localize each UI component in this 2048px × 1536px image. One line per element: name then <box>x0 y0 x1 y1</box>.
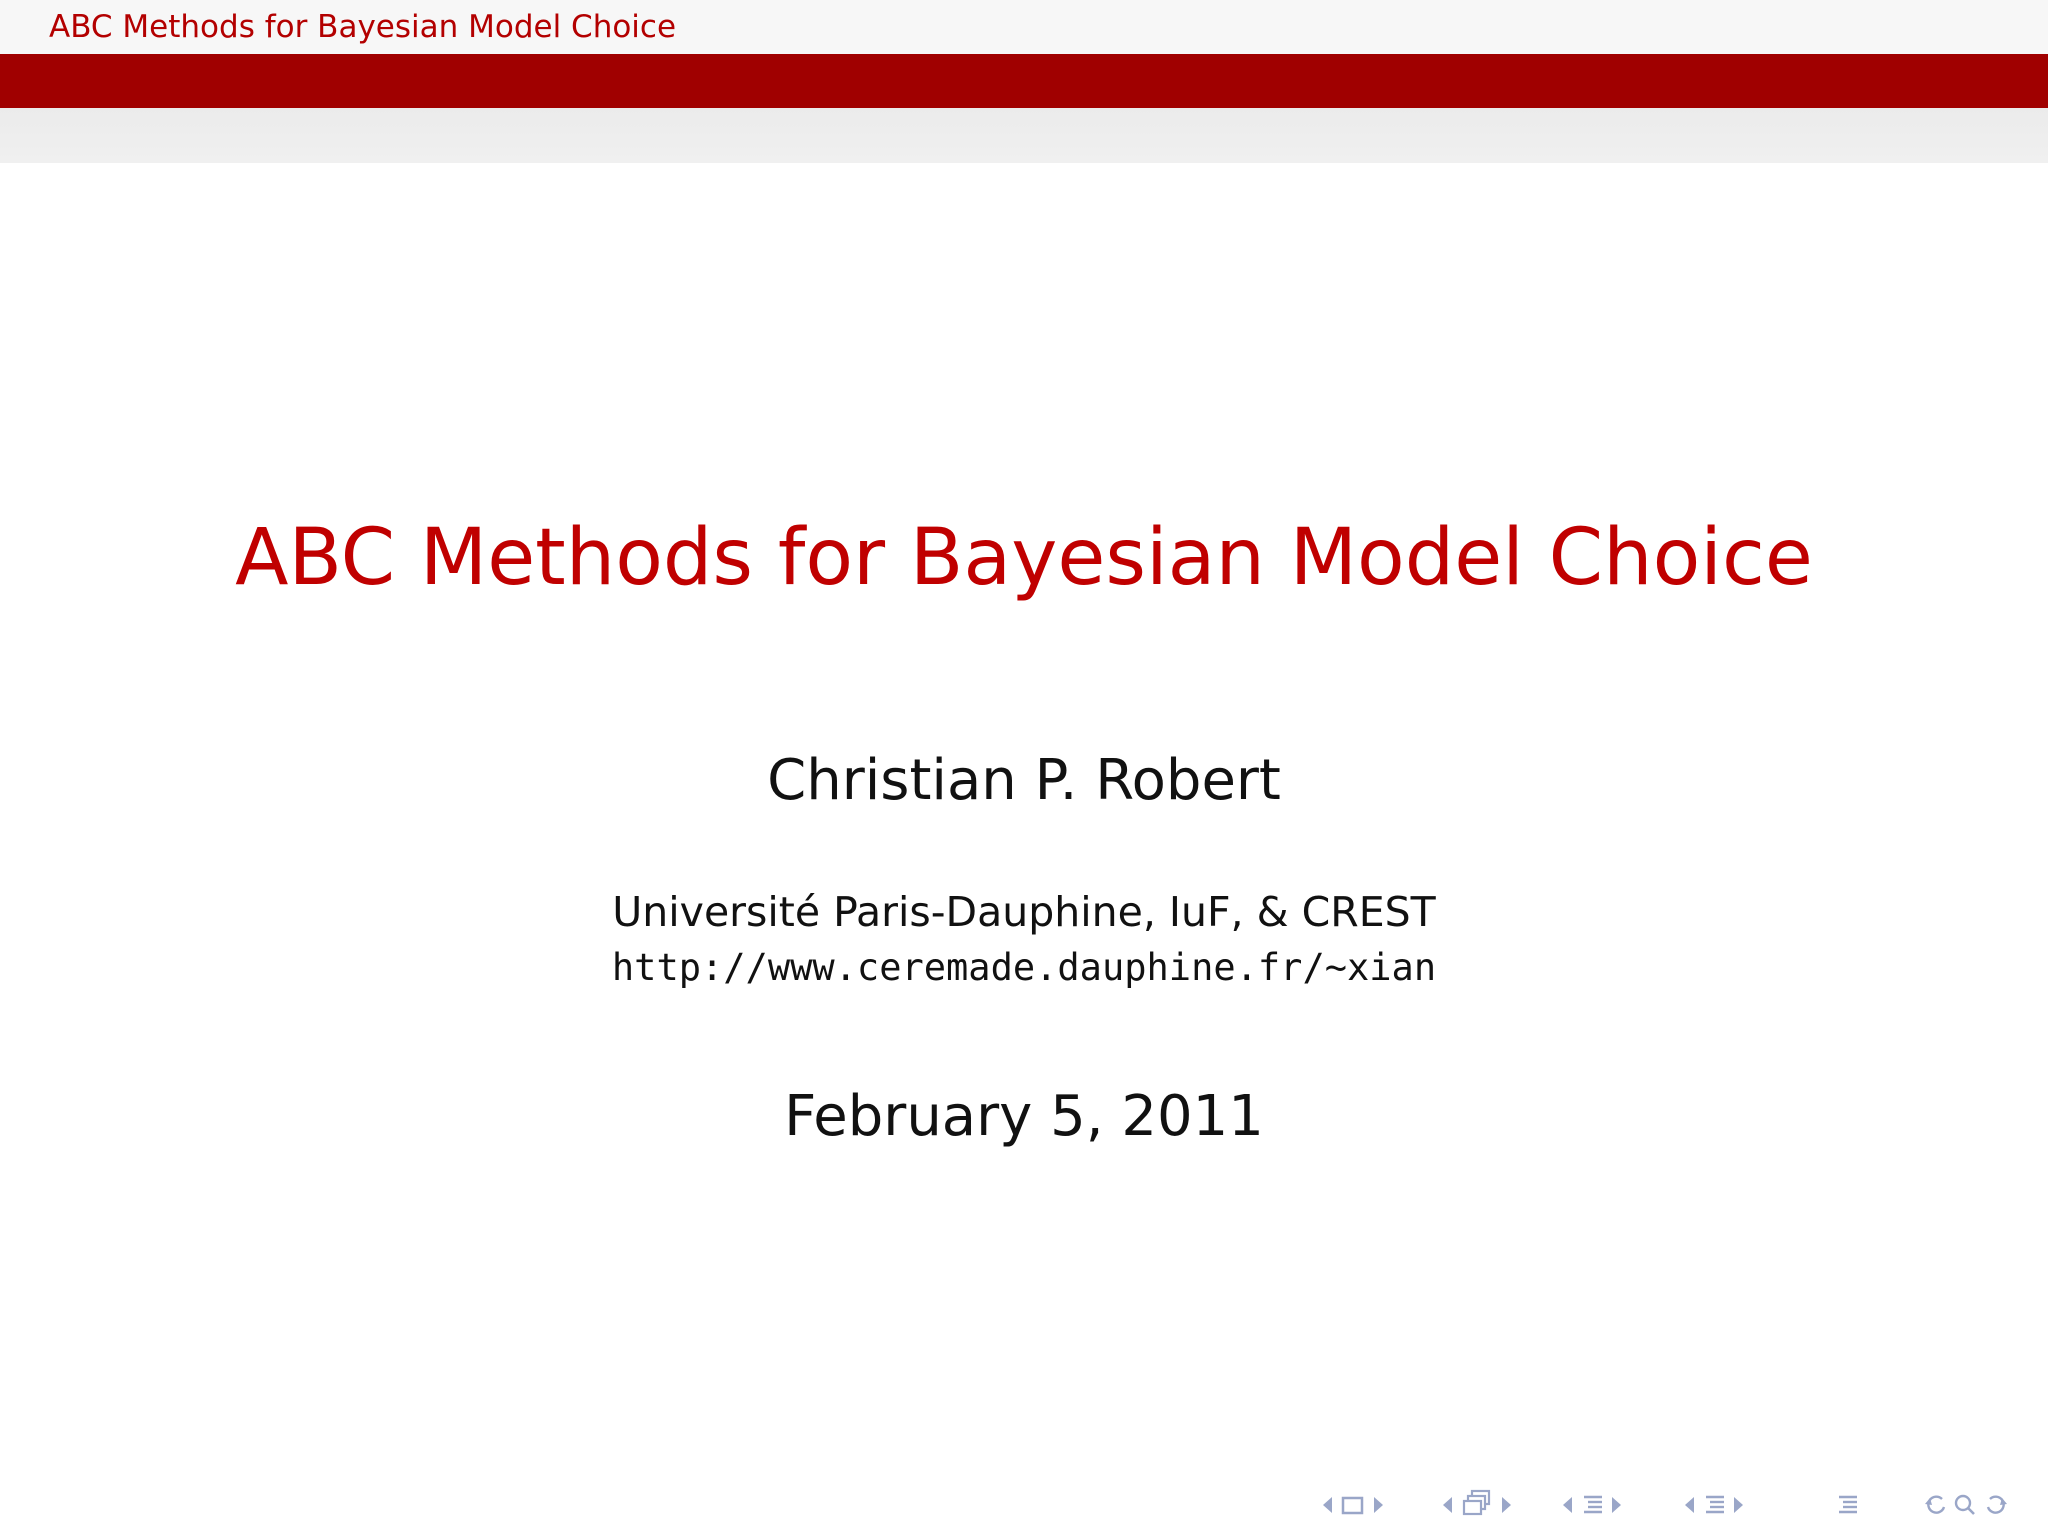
search-icon[interactable] <box>1952 1485 1978 1525</box>
arrow-right-icon[interactable] <box>1732 1485 1746 1525</box>
forward-icon[interactable] <box>1982 1485 2012 1525</box>
presentation-date: February 5, 2011 <box>784 1084 1264 1149</box>
arrow-right-icon[interactable] <box>1610 1485 1624 1525</box>
slide-body <box>0 163 2048 1536</box>
slide-title: ABC Methods for Bayesian Model Choice <box>235 513 1813 603</box>
arrow-left-icon[interactable] <box>1682 1485 1696 1525</box>
arrow-right-icon[interactable] <box>1500 1485 1514 1525</box>
arrow-right-icon[interactable] <box>1372 1485 1386 1525</box>
header-bar <box>0 0 2048 54</box>
arrow-left-icon[interactable] <box>1440 1485 1454 1525</box>
align-icon[interactable] <box>1835 1485 1861 1525</box>
accent-bar <box>0 54 2048 108</box>
author-name: Christian P. Robert <box>767 748 1281 813</box>
subsection-list-icon[interactable] <box>1580 1485 1606 1525</box>
arrow-left-icon[interactable] <box>1560 1485 1574 1525</box>
beamer-navigation <box>1310 1485 2030 1525</box>
author-url[interactable]: http://www.ceremade.dauphine.fr/~xian <box>611 946 1437 989</box>
frame-icon[interactable] <box>1340 1485 1366 1525</box>
subsection-icon[interactable] <box>1460 1485 1494 1525</box>
arrow-left-icon[interactable] <box>1320 1485 1334 1525</box>
institution: Université Paris-Dauphine, IuF, & CREST <box>612 888 1436 936</box>
section-list-icon[interactable] <box>1702 1485 1728 1525</box>
back-icon[interactable] <box>1920 1485 1950 1525</box>
header-short-title: ABC Methods for Bayesian Model Choice <box>49 9 677 45</box>
sub-bar <box>0 108 2048 163</box>
